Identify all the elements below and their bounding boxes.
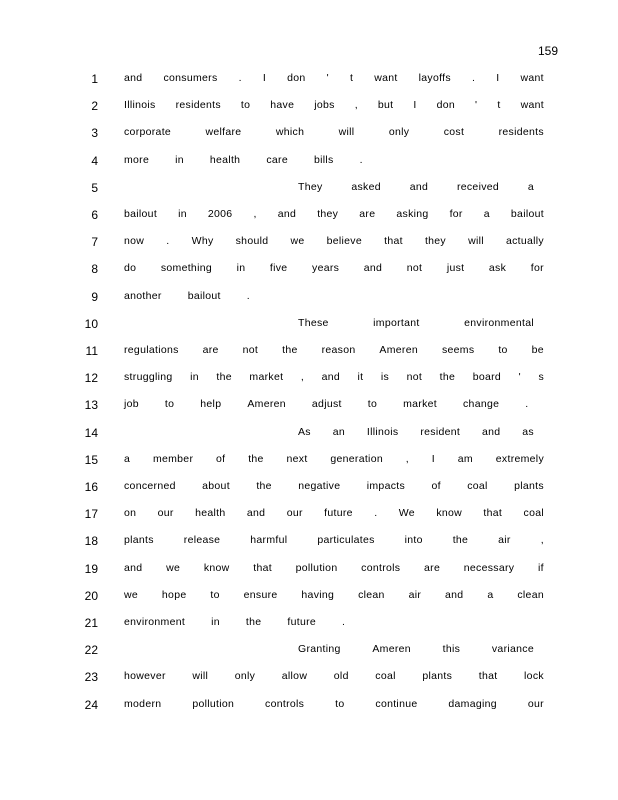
line-number: 1 bbox=[91, 72, 98, 86]
line-number: 11 bbox=[85, 344, 98, 358]
transcript-line bbox=[0, 534, 618, 550]
line-number: 19 bbox=[84, 561, 98, 576]
line-text: more in health care bills . bbox=[124, 153, 363, 166]
transcript-line bbox=[0, 480, 618, 496]
line-number: 4 bbox=[91, 153, 98, 168]
line-number: 2 bbox=[91, 99, 98, 114]
transcript-line bbox=[0, 589, 618, 605]
transcript-line bbox=[0, 616, 618, 632]
line-number: 24 bbox=[84, 697, 98, 712]
line-text: corporate welfare which will only cost residents bbox=[124, 126, 544, 139]
line-text: we hope to ensure having clean air and a clean bbox=[124, 588, 544, 601]
line-text: now . Why should we believe that they will actually bbox=[124, 235, 544, 248]
line-text: regulations are not the reason Ameren seems to be bbox=[124, 344, 544, 356]
transcript-line bbox=[0, 262, 618, 278]
line-number: 14 bbox=[84, 425, 98, 440]
line-text: Granting Ameren this variance bbox=[298, 643, 534, 656]
page-number: 159 bbox=[538, 44, 559, 58]
line-number: 22 bbox=[84, 643, 98, 658]
line-number: 21 bbox=[84, 616, 98, 630]
line-number: 3 bbox=[91, 126, 98, 141]
transcript-line bbox=[0, 99, 618, 115]
transcript-line bbox=[0, 208, 618, 224]
line-text: and we know that pollution controls are necessary if bbox=[124, 561, 544, 574]
line-text: environment in the future . bbox=[124, 616, 346, 628]
line-text: bailout in 2006 , and they are asking for a bailout bbox=[124, 208, 544, 220]
line-number: 15 bbox=[84, 452, 98, 467]
transcript-line bbox=[0, 453, 618, 469]
transcript-line bbox=[0, 317, 618, 333]
transcript-line bbox=[0, 670, 618, 686]
transcript-line bbox=[0, 698, 618, 714]
line-text: on our health and our future . We know that coal bbox=[124, 507, 544, 520]
transcript-line bbox=[0, 235, 618, 251]
line-number: 17 bbox=[84, 507, 98, 522]
transcript-line bbox=[0, 371, 618, 387]
line-number: 10 bbox=[84, 316, 98, 331]
line-number: 7 bbox=[91, 235, 98, 250]
transcript-line bbox=[0, 126, 618, 142]
line-number: 12 bbox=[84, 371, 98, 386]
transcript-line bbox=[0, 344, 618, 360]
line-text: and consumers . I don ' t want layoffs . I want bbox=[124, 72, 544, 84]
line-number: 5 bbox=[91, 180, 98, 195]
line-text: concerned about the negative impacts of coal plants bbox=[124, 480, 544, 492]
line-text: another bailout . bbox=[124, 289, 250, 302]
transcript-line bbox=[0, 562, 618, 578]
line-number: 23 bbox=[84, 670, 98, 685]
transcript-line bbox=[0, 426, 618, 442]
transcript-line bbox=[0, 290, 618, 306]
line-text: plants release harmful particulates into the air , bbox=[124, 534, 544, 547]
transcript-line bbox=[0, 154, 618, 170]
line-number: 8 bbox=[91, 262, 98, 277]
line-text: however will only allow old coal plants that lock bbox=[124, 670, 544, 683]
line-number: 6 bbox=[91, 208, 98, 222]
line-text: modern pollution controls to continue damaging our bbox=[124, 697, 544, 710]
line-text: These important environmental bbox=[298, 316, 534, 329]
line-number: 13 bbox=[84, 398, 98, 413]
line-number: 18 bbox=[84, 534, 98, 549]
line-number: 20 bbox=[84, 588, 98, 603]
line-text: a member of the next generation , I am extremely bbox=[124, 452, 544, 465]
transcript-line bbox=[0, 507, 618, 523]
transcript-line bbox=[0, 398, 618, 414]
line-number: 9 bbox=[91, 289, 98, 304]
line-text: struggling in the market , and it is not the board ' s bbox=[124, 371, 544, 384]
line-text: They asked and received a bbox=[298, 180, 534, 193]
line-number: 16 bbox=[84, 480, 98, 494]
transcript-line bbox=[0, 72, 618, 88]
line-text: As an Illinois resident and as bbox=[298, 425, 534, 438]
line-text: do something in five years and not just ask for bbox=[124, 262, 544, 275]
line-text: Illinois residents to have jobs , but I don ' t want bbox=[124, 99, 544, 112]
line-text: job to help Ameren adjust to market change . bbox=[124, 398, 529, 411]
transcript-line bbox=[0, 181, 618, 197]
transcript-line bbox=[0, 643, 618, 659]
